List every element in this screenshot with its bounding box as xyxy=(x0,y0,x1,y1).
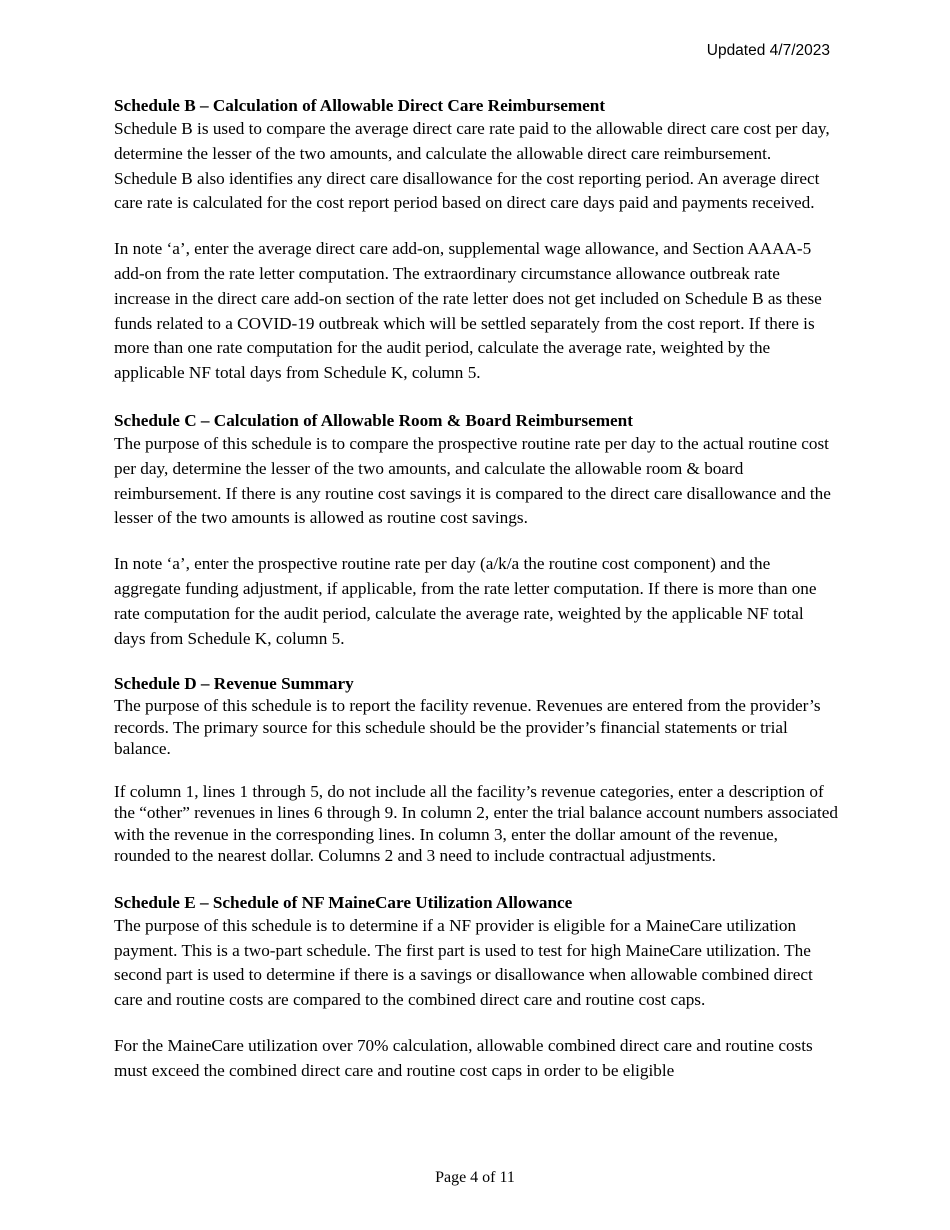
schedule-b-paragraph-2: In note ‘a’, enter the average direct care add-on, supplemental wage allowance, and Section AAAA-5 add-on from the rate letter computation. The extraordinary circumstance allowance outbreak rate increase in the direct care add-on section of the rate letter does not get included on Schedule B as these funds related to a COVID-19 outbreak which will be settled separately from the cost report. If there is more than one rate computation for the audit period, calculate the average rate, weighted by the applicable NF total days from Schedule K, column 5. xyxy=(114,239,822,383)
schedule-d-paragraph-2: If column 1, lines 1 through 5, do not include all the facility’s revenue categories, enter a description of the “other” revenues in lines 6 through 9. In column 2, enter the trial balance account numbers associated with the revenue in the corresponding lines. In column 3, enter the dollar amount of the revenue, rounded to the nearest dollar. Columns 2 and 3 need to include contractual adjustments. xyxy=(114,781,839,866)
section-schedule-d xyxy=(114,673,838,867)
page-number: Page 4 of 11 xyxy=(435,1169,515,1186)
schedule-b-paragraph-1: Schedule B is used to compare the average direct care rate paid to the allowable direct care cost per day, determine the lesser of the two amounts, and calculate the allowable direct care reimbursement. Schedule B also identifies any direct care disallowance for the cost reporting period. An average direct care rate is calculated for the cost report period based on direct care days paid and payments received. xyxy=(114,119,830,213)
schedule-b-heading: Schedule B – Calculation of Allowable Direct Care Reimbursement xyxy=(114,96,606,115)
document-body xyxy=(114,95,838,1084)
section-schedule-b xyxy=(114,95,838,386)
schedule-c-paragraph-2: In note ‘a’, enter the prospective routine rate per day (a/k/a the routine cost component) and the aggregate funding adjustment, if applicable, from the rate letter computation. If there is more than one rate computation for the audit period, calculate the average rate, weighted by the applicable NF total days from Schedule K, column 5. xyxy=(114,554,817,648)
section-schedule-c xyxy=(114,410,838,651)
schedule-e-heading: Schedule E – Schedule of NF MaineCare Utilization Allowance xyxy=(114,892,573,912)
schedule-d-heading: Schedule D – Revenue Summary xyxy=(114,674,354,694)
schedule-d-paragraph-1: The purpose of this schedule is to report the facility revenue. Revenues are entered from the provider’s records. The primary source for this schedule should be the provider’s financial statements or trial balance. xyxy=(114,696,821,759)
schedule-c-heading: Schedule C – Calculation of Allowable Room & Board Reimbursement xyxy=(114,410,633,430)
section-schedule-e xyxy=(114,892,838,1084)
schedule-e-paragraph-2: For the MaineCare utilization over 70% calculation, allowable combined direct care and routine costs must exceed the combined direct care and routine cost caps in order to be eligible xyxy=(114,1036,813,1080)
updated-date: Updated 4/7/2023 xyxy=(706,42,830,59)
schedule-e-paragraph-1: The purpose of this schedule is to determine if a NF provider is eligible for a MaineCare utilization payment. This is a two-part schedule. The first part is used to test for high MaineCare utilization. The second part is used to determine if there is a savings or disallowance when allowable combined direct care and routine costs are compared to the combined direct care and routine cost caps. xyxy=(114,915,813,1010)
schedule-c-paragraph-1: The purpose of this schedule is to compare the prospective routine rate per day to the actual routine cost per day, determine the lesser of the two amounts, and calculate the allowable room & board reimbursement. If there is any routine cost savings it is compared to the direct care disallowance and the lesser of the two amounts is allowed as routine cost savings. xyxy=(114,433,831,528)
